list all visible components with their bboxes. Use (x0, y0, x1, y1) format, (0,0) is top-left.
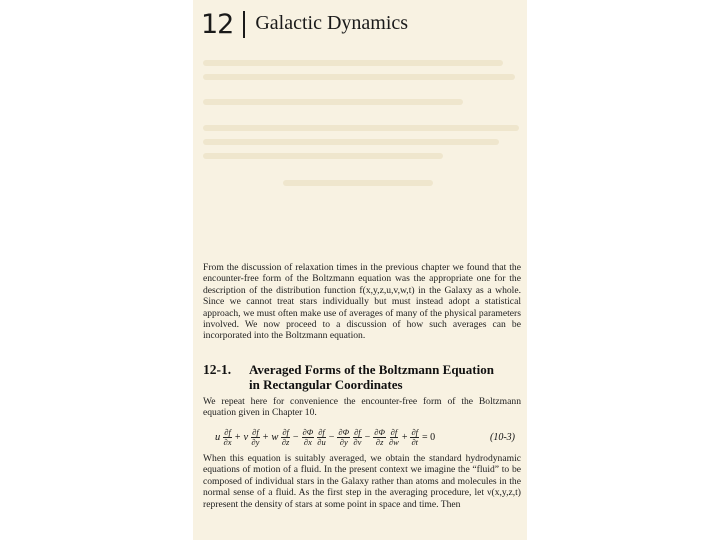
eq-fraction: $\frac{\partial f}{\partial t}$ (411, 426, 419, 447)
eq-term: v (243, 431, 249, 443)
eq-fraction: $\frac{\partial f}{\partial v}$ (353, 426, 362, 447)
intro-paragraph: From the discussion of relaxation times in the previous chapter we found that the encounter-free form of the Boltzmann equation was the appropriate one for the description of the distribution function f(x,y,z,u,v,w,t) in the Galaxy as a whole. Since we cannot treat stars individually but must instead adopt a statistical approach, we must often make use of averages of many of the physical parameters involved. We now proceed to a discussion of how such averages can be incorporated into the Boltzmann equation. (203, 262, 521, 342)
bleed-through-line (203, 139, 499, 145)
eq-operator: − (328, 431, 335, 443)
eq-fraction: $\frac{\partial\Phi}{\partial z}$ (374, 426, 385, 447)
eq-fraction: $\frac{\partial f}{\partial y}$ (251, 426, 260, 447)
eq-term: w (271, 431, 279, 443)
eq-fraction: $\frac{\partial\Phi}{\partial y}$ (338, 426, 350, 447)
equation-body (215, 428, 435, 447)
eq-operator: + (262, 431, 269, 443)
eq-term: u (215, 431, 221, 443)
equation-number: (10-3) (490, 431, 515, 443)
section-heading (203, 362, 521, 392)
eq-fraction: $\frac{\partial\Phi}{\partial x}$ (302, 426, 314, 447)
book-page (193, 0, 527, 540)
section-title-line2: in Rectangular Coordinates (249, 377, 403, 392)
bleed-through-line (203, 153, 443, 159)
bleed-through-line (203, 74, 515, 80)
repeat-paragraph: We repeat here for convenience the encounter-free form of the Boltzmann equation given in Chapter 10. (203, 396, 521, 419)
boltzmann-equation (215, 423, 515, 451)
header-divider (243, 11, 245, 38)
eq-fraction: $\frac{\partial f}{\partial z}$ (281, 426, 290, 447)
chapter-header (201, 6, 408, 40)
eq-operator: − (364, 431, 371, 443)
eq-operator: − (292, 431, 299, 443)
chapter-title: Galactic Dynamics (255, 12, 409, 34)
section-title-line1: Averaged Forms of the Boltzmann Equation (249, 362, 494, 377)
bleed-through-line (203, 60, 503, 66)
section-number: 12-1. (203, 362, 232, 377)
bleed-through-line (203, 99, 463, 105)
eq-fraction: $\frac{\partial f}{\partial x}$ (223, 426, 232, 447)
continuation-paragraph: When this equation is suitably averaged, we obtain the standard hydrodynamic equations of motion of a fluid. In the present context we imagine the “fluid” to be composed of individual stars in the Galaxy rather than atoms and molecules in the normal sense of a fluid. As the first step in the averaging procedure, let ν(x,y,z,t) represent the density of stars at some point in space and time. Then (203, 453, 521, 510)
eq-fraction: $\frac{\partial f}{\partial u}$ (317, 426, 326, 447)
eq-operator: + (401, 431, 408, 443)
bleed-through-line (203, 125, 519, 131)
eq-equals: = 0 (422, 431, 436, 443)
bleed-through-line (283, 180, 433, 186)
eq-operator: + (234, 431, 241, 443)
eq-fraction: $\frac{\partial f}{\partial w}$ (388, 426, 399, 447)
chapter-number: 12 (201, 9, 234, 40)
